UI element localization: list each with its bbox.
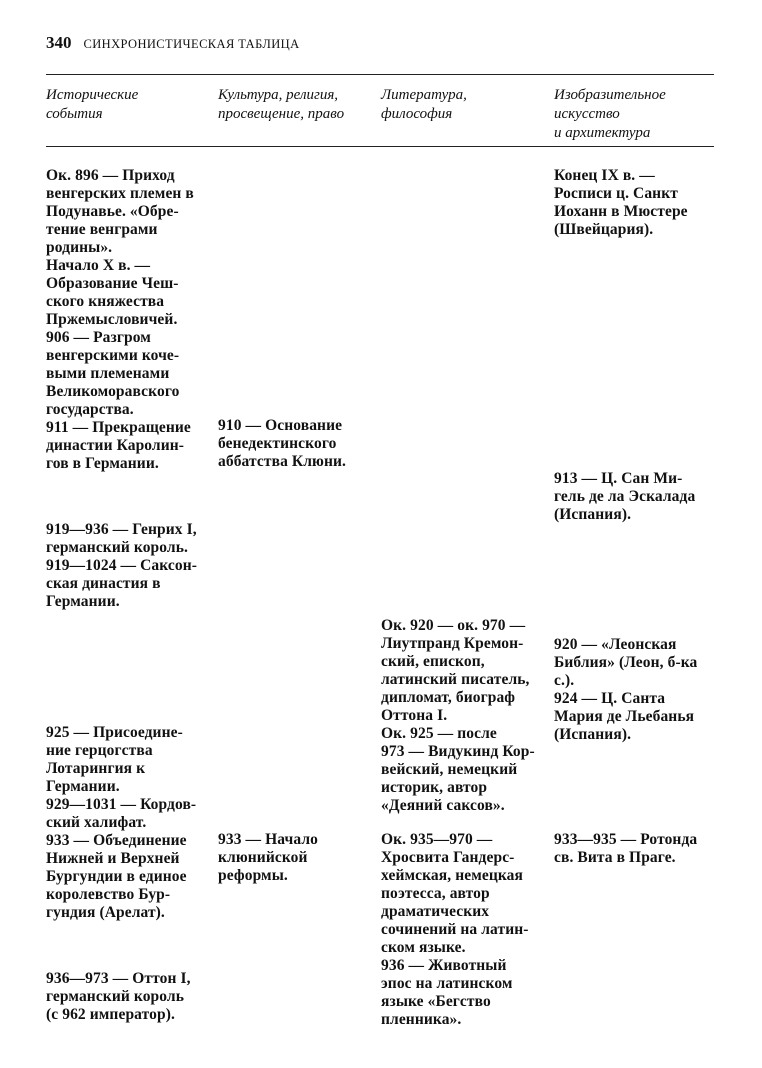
header-rule xyxy=(46,146,714,147)
running-head xyxy=(46,33,300,53)
art-entry: 913 — Ц. Сан Ми- гель де ла Эскалада (Испания). xyxy=(554,470,696,523)
culture-entry: 910 — Основание бенедектинского аббатства Клюни. xyxy=(218,417,347,470)
history-entry: 925 — Присоедине- ние герцогства Лотарингия к Германии. 929—1031 — Кордов- ский халифат. 933 — Объединение Нижней и Верхней Бургундии в единое королевство Бур- гундия (Арелат). xyxy=(46,724,197,921)
running-title: СИНХРОНИСТИЧЕСКАЯ ТАБЛИЦА xyxy=(83,37,300,51)
literature-entry: Ок. 920 — ок. 970 — Лиутпранд Кремон- ский, епископ, латинский писатель, дипломат, биограф Оттона I. Ок. 925 — после 973 — Видукинд Кор- вейский, немецкий историк, автор «Деяний саксов». xyxy=(381,617,535,814)
header-historical-events: Исторические события xyxy=(46,87,139,122)
top-rule xyxy=(46,74,714,75)
history-entry: 936—973 — Оттон I, германский король (с 962 император). xyxy=(46,970,191,1023)
header-culture: Культура, религия, просвещение, право xyxy=(218,87,345,122)
history-entry: Ок. 896 — Приход венгерских племен в Подунавье. «Обре- тение венграми родины». Начало X в. — Образование Чеш- ского княжества Пржемысловичей. 906 — Разгром венгерскими коче- выми племенами Великоморавского государства. 911 — Прекращение династии Каролин- гов в Германии. xyxy=(46,167,194,472)
culture-entry: 933 — Начало клюнийской реформы. xyxy=(218,831,318,884)
header-literature: Литература, философия xyxy=(381,87,467,122)
page-number: 340 xyxy=(46,33,72,52)
header-fine-arts: Изобразительное искусство и архитектура xyxy=(554,87,666,141)
literature-entry: Ок. 935—970 — Хросвита Гандерс- хеймская, немецкая поэтесса, автор драматических сочинений на латин- ском языке. 936 — Животный эпос на латинском языке «Бегство пленника». xyxy=(381,831,529,1028)
art-entry: 933—935 — Ротонда св. Вита в Праге. xyxy=(554,831,698,866)
art-entry: 920 — «Леонская Библия» (Леон, б-ка с.). 924 — Ц. Санта Мария де Льебанья (Испания). xyxy=(554,636,698,743)
art-entry: Конец IX в. — Росписи ц. Санкт Иоханн в Мюстере (Швейцария). xyxy=(554,167,688,238)
history-entry: 919—936 — Генрих I, германский король. 919—1024 — Саксон- ская династия в Германии. xyxy=(46,521,198,610)
